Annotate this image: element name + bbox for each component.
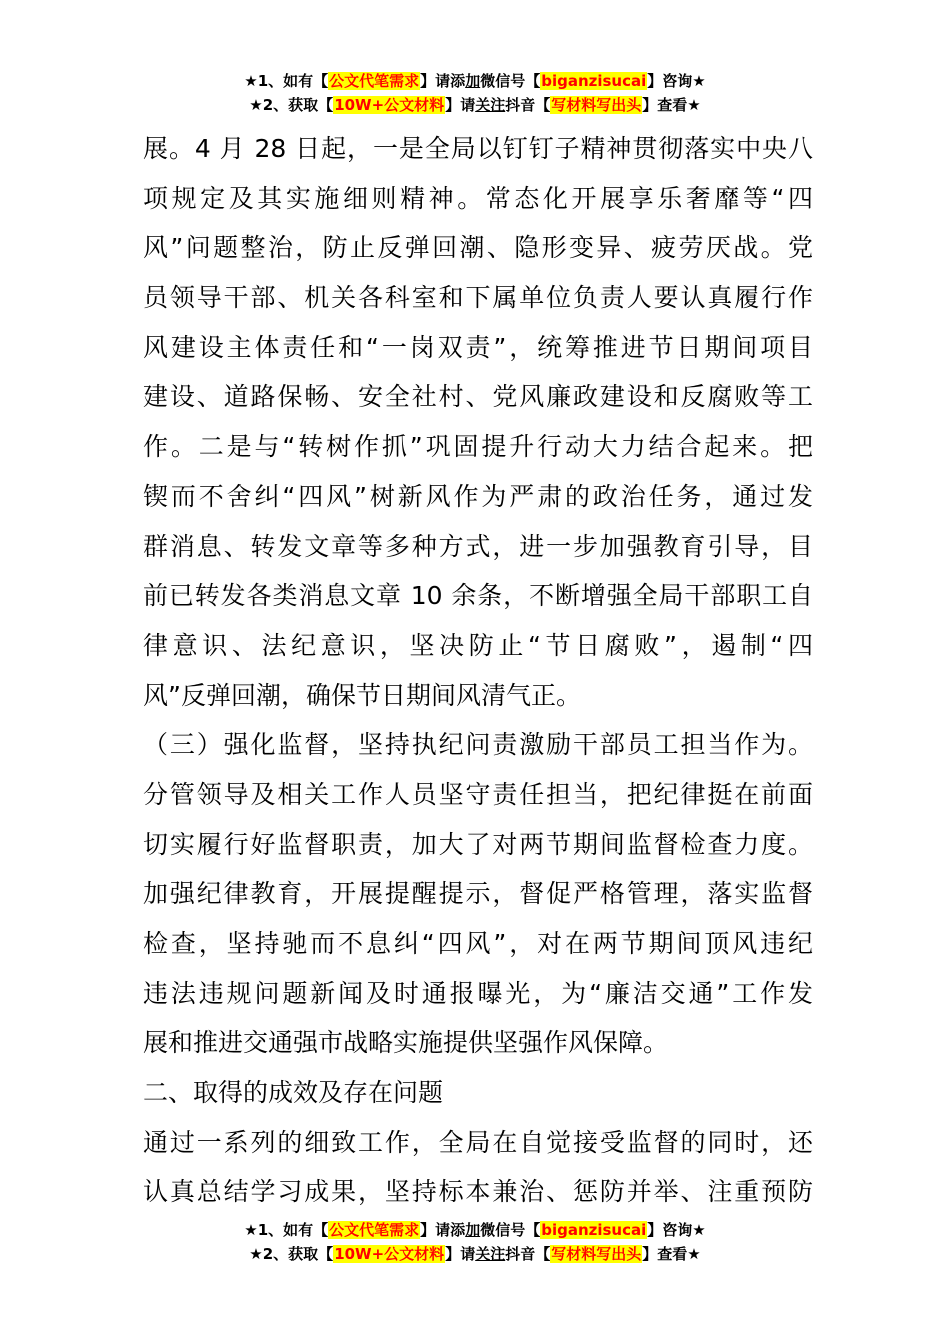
banner-highlight: 公文代笔需求 — [329, 72, 420, 90]
text-line: 项规定及其实施细则精神。常态化开展享乐奢靡等“四 — [143, 183, 813, 213]
text-line: 风建设主体责任和“一岗双责”，统筹推进节日期间项目 — [143, 332, 813, 362]
banner-text: ★2、获取【 — [249, 1245, 334, 1263]
banner-text: 】请 — [445, 1245, 476, 1263]
banner-highlight: 10W+公文材料 — [334, 1245, 445, 1263]
banner-line-2 — [0, 93, 950, 117]
banner-underlined: 加 — [465, 1221, 481, 1239]
text-line: 员领导干部、机关各科室和下属单位负责人要认真履行作 — [143, 283, 813, 313]
banner-text: 微信号【 — [480, 72, 541, 90]
section-heading: 二、取得的成效及存在问题 — [143, 1078, 444, 1108]
banner-text: 微信号【 — [480, 1221, 541, 1239]
banner-text: 抖音【 — [505, 1245, 551, 1263]
banner-text: ★1、如有【 — [244, 1221, 329, 1239]
text-line: 锲而不舍纠“四风”树新风作为严肃的政治任务，通过发 — [143, 481, 813, 511]
text-line: 切实履行好监督职责，加大了对两节期间监督检查力度。 — [143, 829, 813, 859]
text-line: 前已转发各类消息文章 10 余条，不断增强全局干部职工自 — [143, 581, 813, 611]
banner-highlight: 公文代笔需求 — [329, 1221, 420, 1239]
document-body — [143, 124, 813, 1217]
banner-text: 】请 — [445, 96, 476, 114]
header-banner — [0, 69, 950, 117]
text-line: 风”问题整治，防止反弹回潮、隐形变异、疲劳厌战。党 — [143, 233, 813, 263]
banner-text: 】咨询★ — [647, 1221, 706, 1239]
banner-text: 】请添 — [420, 1221, 466, 1239]
banner-text: 】查看★ — [642, 96, 701, 114]
text-line: 通过一系列的细致工作，全局在自觉接受监督的同时，还 — [143, 1127, 813, 1157]
text-line: 分管领导及相关工作人员坚守责任担当，把纪律挺在前面 — [143, 779, 813, 809]
section-heading: （三）强化监督，坚持执纪问责激励干部员工担当作为。 — [143, 730, 813, 760]
banner-text: 】请添 — [420, 72, 466, 90]
text-line: 加强纪律教育，开展提醒提示，督促严格管理，落实监督 — [143, 879, 813, 909]
text-line: 违法违规问题新闻及时通报曝光，为“廉洁交通”工作发 — [143, 978, 813, 1008]
banner-text: ★2、获取【 — [249, 96, 334, 114]
banner-underlined: 加 — [465, 72, 481, 90]
banner-highlight: 10W+公文材料 — [334, 96, 445, 114]
text-line: 律意识、法纪意识，坚决防止“节日腐败”，遏制“四 — [143, 630, 813, 660]
banner-douyin-id: 写材料写出头 — [551, 1245, 642, 1263]
banner-wechat-id: biganzisucai — [541, 72, 647, 90]
banner-text: 抖音【 — [505, 96, 551, 114]
text-line: 风”反弹回潮，确保节日期间风清气正。 — [143, 680, 581, 710]
banner-line-1 — [0, 1218, 950, 1242]
footer-banner — [0, 1218, 950, 1266]
text-line: 展。4 月 28 日起，一是全局以钉钉子精神贯彻落实中央八 — [143, 134, 813, 163]
banner-wechat-id: biganzisucai — [541, 1221, 647, 1239]
text-line: 群消息、转发文章等多种方式，进一步加强教育引导，目 — [143, 531, 813, 561]
banner-douyin-id: 写材料写出头 — [551, 96, 642, 114]
banner-underlined: 关注 — [475, 1245, 506, 1263]
banner-text: 】查看★ — [642, 1245, 701, 1263]
text-line: 建设、道路保畅、安全社村、党风廉政建设和反腐败等工 — [143, 382, 813, 412]
banner-text: 】咨询★ — [647, 72, 706, 90]
banner-line-1 — [0, 69, 950, 93]
banner-line-2 — [0, 1242, 950, 1266]
banner-underlined: 关注 — [475, 96, 506, 114]
text-line: 作。二是与“转树作抓”巩固提升行动大力结合起来。把 — [143, 432, 813, 462]
text-line: 展和推进交通强市战略实施提供坚强作风保障。 — [143, 1028, 669, 1058]
banner-text: ★1、如有【 — [244, 72, 329, 90]
text-line: 检查，坚持驰而不息纠“四风”，对在两节期间顶风违纪 — [143, 929, 813, 958]
text-line: 认真总结学习成果，坚持标本兼治、惩防并举、注重预防 — [143, 1177, 813, 1207]
